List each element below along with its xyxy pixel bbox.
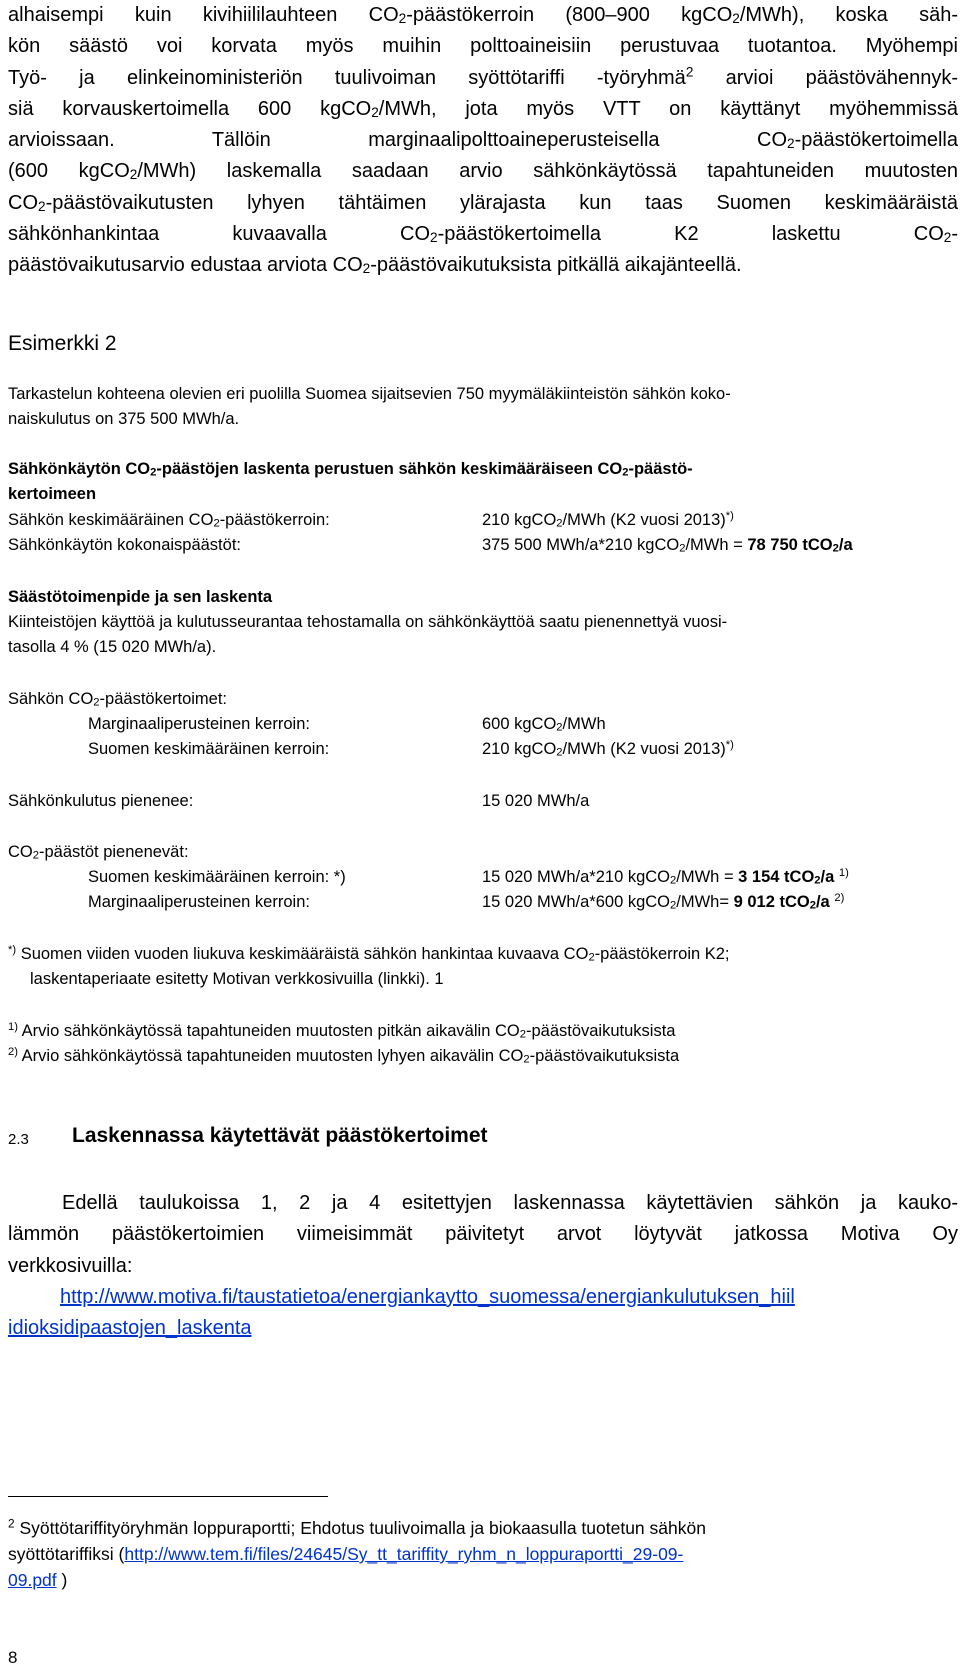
note-1: $^{1)}$ Arvio sähkönkäytössä tapahtuneiden muutosten pitkän aikavälin $CO_2$-päästövaikutuksista [8, 1020, 676, 1041]
total-emissions-value: 375 500 MWh/a*210 kgCO$_2$/MWh = 78 750 tCO$_2$/a [482, 536, 853, 555]
calc-heading: kertoimeen [8, 485, 97, 503]
text-line: siä korvauskertoimella 600 kgCO$_2$/MWh, jota myös VTT on käyttänyt myöhemmissä [8, 97, 958, 120]
section-paragraph [8, 1188, 958, 1344]
text-line: verkkosivuilla: [8, 1254, 133, 1277]
text-line: sähkönhankintaa kuvaavalla $CO_2$-päästökertoimella K2 laskettu $CO_2-$ [8, 223, 958, 246]
footnote-line: 09.pdf ) [8, 1570, 68, 1590]
note-star-line2: laskentaperiaate esitetty Motivan verkkosivuilla (linkki). 1 [30, 970, 444, 988]
saving-text-line: Kiinteistöjen käyttöä ja kulutusseurantaa tehostamalla on sähkönkäyttöä saatu pienennettyä vuosi- [8, 613, 728, 631]
reduction-marginal-value: 15 020 MWh/a*600 kgCO$_2$/MWh= 9 012 tCO$_2$/a $^{2)}$ [482, 891, 845, 912]
avg-coefficient-label: Sähkön keskimääräinen $CO_2$-päästökerroin: [8, 511, 330, 530]
motiva-link[interactable]: http://www.motiva.fi/taustatietoa/energiankaytto_suomessa/energiankulutuksen_hiil [60, 1285, 795, 1308]
tem-link-continued[interactable]: 09.pdf [8, 1570, 57, 1590]
example-heading: Esimerkki 2 [8, 332, 117, 355]
marginal-label: Marginaaliperusteinen kerroin: [88, 715, 310, 733]
example-intro-line: naiskulutus on 375 500 MWh/a. [8, 410, 240, 428]
section-title: Laskennassa käytettävät päästökertoimet [72, 1124, 488, 1147]
calc-heading: Sähkönkäytön $CO_2$-päästöjen laskenta perustuen sähkön keskimääräiseen $CO_2-päästö-$ [8, 460, 693, 479]
note-star: *) Suomen viiden vuoden liukuva keskimääräistä sähkön hankintaa kuvaava $CO_2$-päästökerroin K2; [8, 943, 730, 964]
consumption-label: Sähkönkulutus pienenee: [8, 792, 194, 810]
text-line: Edellä taulukoissa 1, 2 ja 4 esitettyjen laskennassa käytettävien sähkön ja kauko- [62, 1192, 958, 1214]
section-number: 2.3 [8, 1131, 29, 1148]
avg-coefficient-value: 210 kgCO$_2$/MWh (K2 vuosi 2013)*) [482, 509, 734, 530]
page-number: 8 [8, 1648, 18, 1667]
intro-paragraph [8, 0, 958, 282]
text-line: päästövaikutusarvio edustaa arviota $CO_2$-päästövaikutuksista pitkällä aikajänteellä. [8, 254, 742, 277]
coefficients-heading: Sähkön $CO_2$-päästökertoimet: [8, 690, 228, 709]
text-line: $CO_2$-päästövaikutusten lyhyen tähtäimen ylärajasta kun taas Suomen keskimääräistä [8, 191, 958, 214]
saving-text-line: tasolla 4 % (15 020 MWh/a). [8, 638, 217, 656]
text-line: kön säästö voi korvata myös muihin polttoaineisiin perustuvaa tuotantoa. Myöhempi [8, 35, 958, 58]
link-line [8, 1282, 958, 1313]
example-intro-line: Tarkastelun kohteena olevien eri puolilla Suomea sijaitsevien 750 myymäläkiinteistön sähkön koko- [8, 385, 731, 403]
note-2: $^{2)}$ Arvio sähkönkäytössä tapahtuneiden muutosten lyhyen aikavälin $CO_2$-päästövaikutuksista [8, 1045, 680, 1066]
tem-link[interactable]: http://www.tem.fi/files/24645/Sy_tt_tariffity_ryhm_n_loppuraportti_29-09- [124, 1544, 684, 1564]
consumption-value: 15 020 MWh/a [482, 792, 590, 810]
text-line: Työ- ja elinkeinoministeriön tuulivoiman syöttötariffi -työryhmä$^2$ arvioi päästövähennyk- [8, 64, 959, 89]
saving-heading: Säästötoimenpide ja sen laskenta [8, 588, 273, 606]
total-emissions-label: Sähkönkäytön kokonaispäästöt: [8, 536, 241, 554]
reduction-marginal-label: Marginaaliperusteinen kerroin: [88, 893, 310, 911]
text-line: arvioissaan. Tällöin marginaalipolttoaineperusteisella $CO_2$-päästökertoimella [8, 129, 958, 152]
footnote-line: $^2$ Syöttötariffityöryhmän loppuraportti; Ehdotus tuulivoimalla ja biokaasulla tuotetun sähkön [8, 1516, 706, 1538]
footnote-divider [8, 1496, 328, 1497]
text-line: (600 kgCO$_2$/MWh) laskemalla saadaan arvio sähkönkäytössä tapahtuneiden muutosten [8, 160, 958, 183]
text-line: alhaisempi kuin kivihiililauhteen $CO_2$-päästökerroin (800–900 kgCO$_2$/MWh), koska säh- [8, 4, 958, 27]
text-line: lämmön päästökertoimien viimeisimmät päivitetyt arvot löytyvät jatkossa Motiva Oy [8, 1223, 958, 1246]
average-label: Suomen keskimääräinen kerroin: [88, 740, 330, 758]
reduction-heading: $CO_2$-päästöt pienenevät: [8, 843, 189, 862]
reduction-avg-value: 15 020 MWh/a*210 kgCO$_2$/MWh = 3 154 tCO$_2$/a $^{1)}$ [482, 866, 849, 887]
marginal-value: 600 kgCO$_2$/MWh [482, 715, 606, 734]
motiva-link-continued[interactable]: idioksidipaastojen_laskenta [8, 1317, 252, 1340]
link-line [8, 1313, 958, 1344]
reduction-avg-label: Suomen keskimääräinen kerroin: *) [88, 868, 346, 886]
average-value: 210 kgCO$_2$/MWh (K2 vuosi 2013)*) [482, 738, 734, 759]
footnote-line: syöttötariffiksi (http://www.tem.fi/files/24645/Sy_tt_tariffity_ryhm_n_loppuraportti_29-09- [8, 1544, 684, 1564]
